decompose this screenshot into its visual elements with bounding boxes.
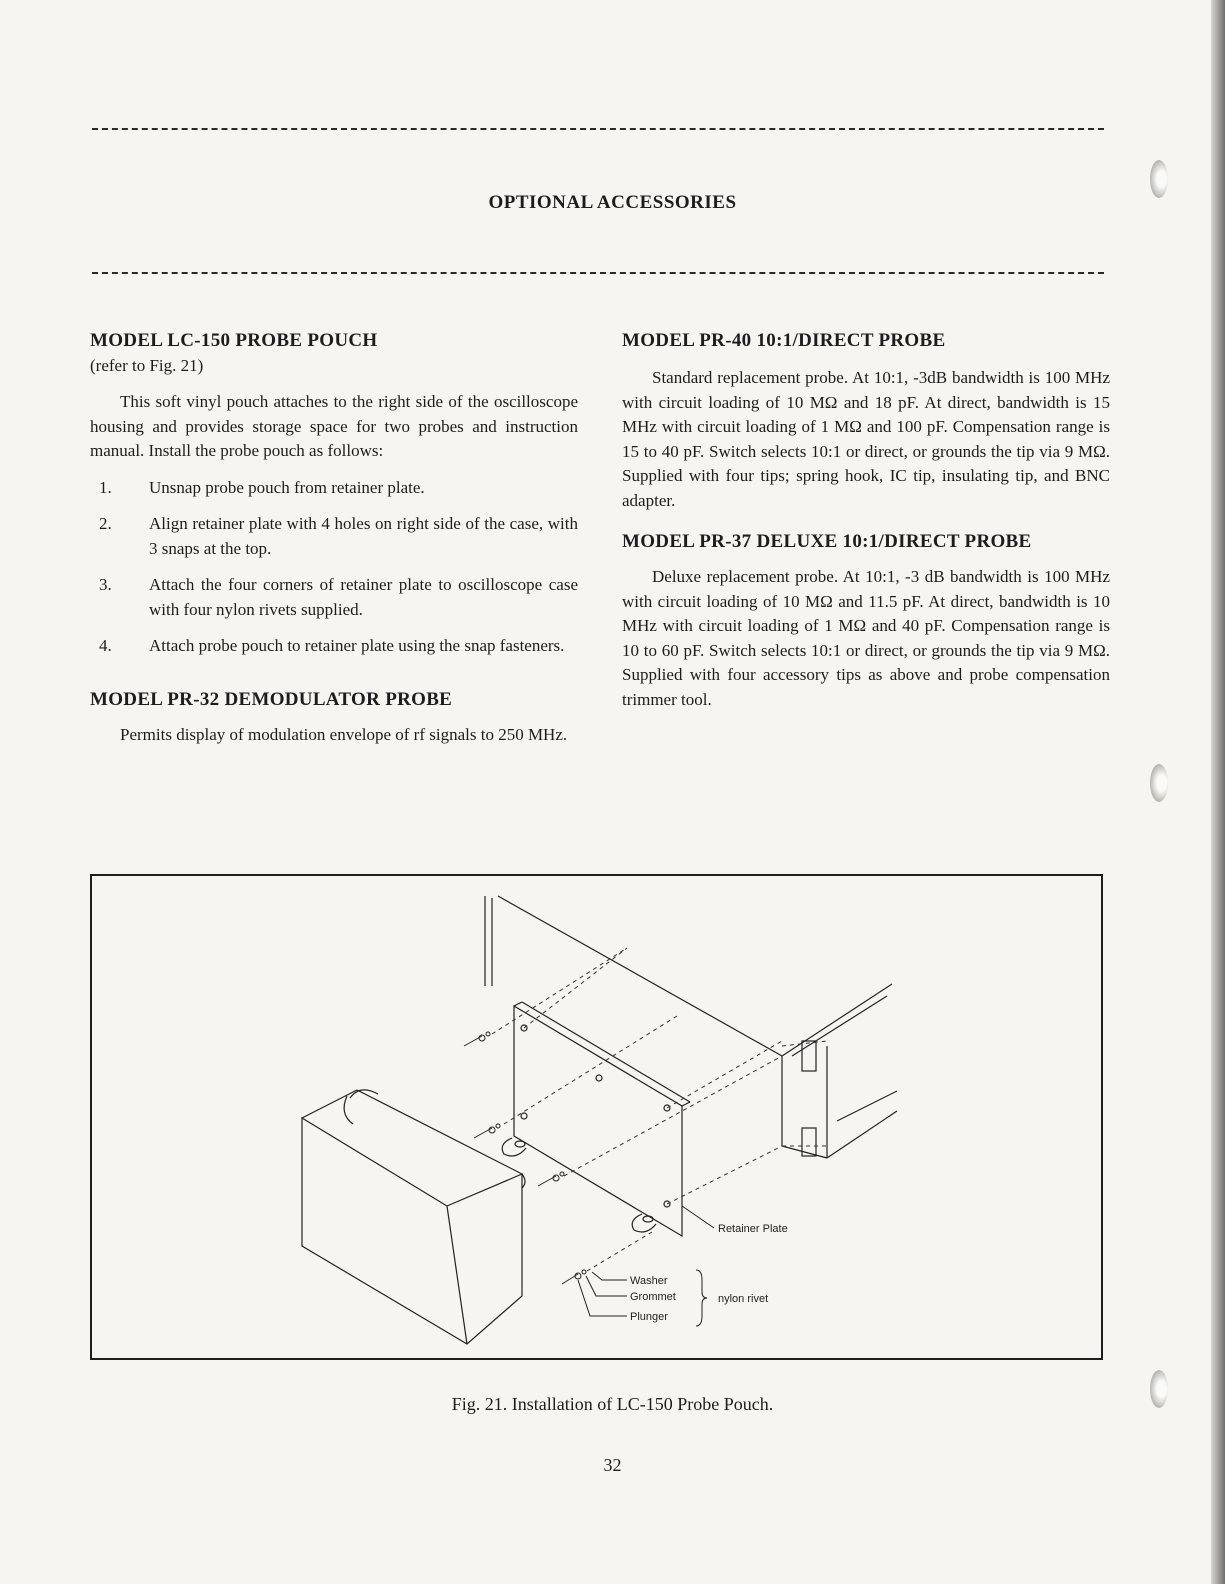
pr37-heading: MODEL PR-37 DELUXE 10:1/DIRECT PROBE xyxy=(622,531,1032,552)
step-item: 4. Attach probe pouch to retainer plate using the snap fasteners. xyxy=(99,636,565,655)
step-item: 2. Align retainer plate with 4 holes on right side of the case, with 3 snaps at the top. xyxy=(99,514,578,558)
binder-hole-middle xyxy=(1150,764,1168,802)
label-grommet: Grommet xyxy=(630,1291,676,1303)
label-washer: Washer xyxy=(630,1275,668,1287)
figure-caption: Fig. 21. Installation of LC-150 Probe Pouch. xyxy=(451,1394,774,1414)
left-column xyxy=(90,330,578,747)
pouch-steps xyxy=(90,476,578,659)
top-rule xyxy=(92,128,1104,130)
demod-text: Permits display of modulation envelope of rf signals to 250 MHz. xyxy=(120,724,568,744)
pouch-figure-ref: (refer to Fig. 21) xyxy=(90,356,204,375)
label-nylon-rivet: nylon rivet xyxy=(718,1293,769,1305)
label-retainer-plate: Retainer Plate xyxy=(718,1223,788,1235)
pouch-installation-diagram xyxy=(92,876,1101,1358)
figure-21 xyxy=(90,874,1103,1360)
right-column xyxy=(622,330,1110,712)
demod-heading: MODEL PR-32 DEMODULATOR PROBE xyxy=(90,688,453,710)
page-number: 32 xyxy=(603,1455,622,1475)
pr37-text: Deluxe replacement probe. At 10:1, -3 dB bandwidth is 100 MHz with circuit loading of 10 MΩ and 11.5 pF. At direct, bandwidth is 10 MHz with circuit loading of 1 MΩ and 40 pF. Compensation range is 10 to 60 pF. Switch selects 10:1 or direct, or grounds the tip via 9 MΩ. Supplied with four accessory tips as above and probe compensation trimmer tool. xyxy=(622,567,1110,709)
pouch-intro: This soft vinyl pouch attaches to the right side of the oscilloscope housing and provides storage space for two probes and instruction manual. Install the probe pouch as follows: xyxy=(90,392,578,460)
pr40-text: Standard replacement probe. At 10:1, -3dB bandwidth is 100 MHz with circuit loading of 10 MΩ and 18 pF. At direct, bandwidth is 15 MHz with circuit loading of 1 MΩ and 100 pF. Compensation range is 15 to 40 pF. Switch selects 10:1 or direct, or grounds the tip via 9 MΩ. Supplied with four tips; spring hook, IC tip, insulating tip, and BNC adapter. xyxy=(622,368,1110,510)
pr40-heading: MODEL PR-40 10:1/DIRECT PROBE xyxy=(622,330,946,351)
section-title: OPTIONAL ACCESSORIES xyxy=(488,192,737,213)
page-edge-shadow xyxy=(1211,0,1225,1584)
step-item: 1. Unsnap probe pouch from retainer plate. xyxy=(99,477,425,497)
step-item: 3. Attach the four corners of retainer plate to oscilloscope case with four nylon rivets supplied. xyxy=(99,575,578,619)
pouch-heading: MODEL LC-150 PROBE POUCH xyxy=(90,330,378,351)
section-rule xyxy=(92,272,1104,274)
label-plunger: Plunger xyxy=(630,1311,668,1323)
